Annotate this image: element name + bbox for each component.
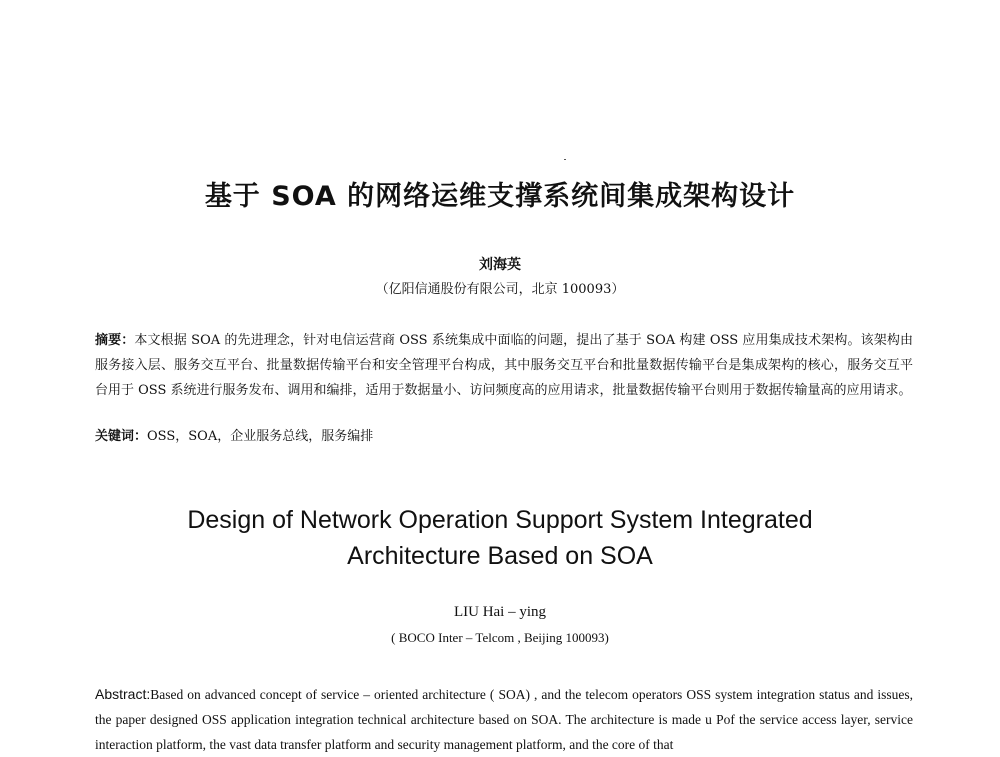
chinese-keywords-text: OSS，SOA，企业服务总线，服务编排 bbox=[147, 429, 374, 444]
chinese-title: 基于 SOA 的网络运维支撑系统间集成架构设计 bbox=[204, 181, 796, 212]
chinese-keywords-label: 关键词： bbox=[95, 429, 148, 444]
english-affiliation: ( BOCO Inter – Telcom , Beijing 100093) bbox=[391, 630, 609, 645]
chinese-abstract bbox=[95, 328, 913, 403]
english-title-line-2: Architecture Based on SOA bbox=[347, 542, 653, 570]
chinese-abstract-label: 摘要： bbox=[95, 333, 135, 348]
english-title bbox=[0, 502, 1000, 574]
scan-speck bbox=[564, 159, 566, 160]
english-title-line-1: Design of Network Operation Support System Integrated bbox=[187, 506, 813, 534]
chinese-author: 刘海英 bbox=[479, 257, 521, 273]
english-abstract-label: Abstract: bbox=[95, 686, 151, 702]
chinese-abstract-text: 本文根据 SOA 的先进理念，针对电信运营商 OSS 系统集成中面临的问题，提出了基于 SOA 构建 OSS 应用集成技术架构。该架构由服务接入层、服务交互平台、批量数据传输平台和安全管理平台构成，其中服务交互平台和批量数据传输平台是集成架构的核心，服务交互平台用于 OSS 系统进行服务发布、调用和编排，适用于数据量小、访问频度高的应用请求，批量数据传输平台则用于数据传输量高的应用请求。 bbox=[95, 333, 913, 398]
english-author: LIU Hai – ying bbox=[453, 604, 547, 620]
chinese-affiliation: （亿阳信通股份有限公司，北京 100093） bbox=[375, 282, 625, 297]
chinese-keywords bbox=[95, 426, 913, 448]
english-abstract-text: Based on advanced concept of service – oriented architecture ( SOA) , and the telecom operators OSS system integration status and issues, the paper designed OSS application integration technical architecture based on SOA. The architecture is made u Pof the service access layer, service interaction platform, the vast data transfer platform and security management platform, and the core of that bbox=[95, 687, 913, 752]
english-abstract bbox=[95, 682, 913, 757]
